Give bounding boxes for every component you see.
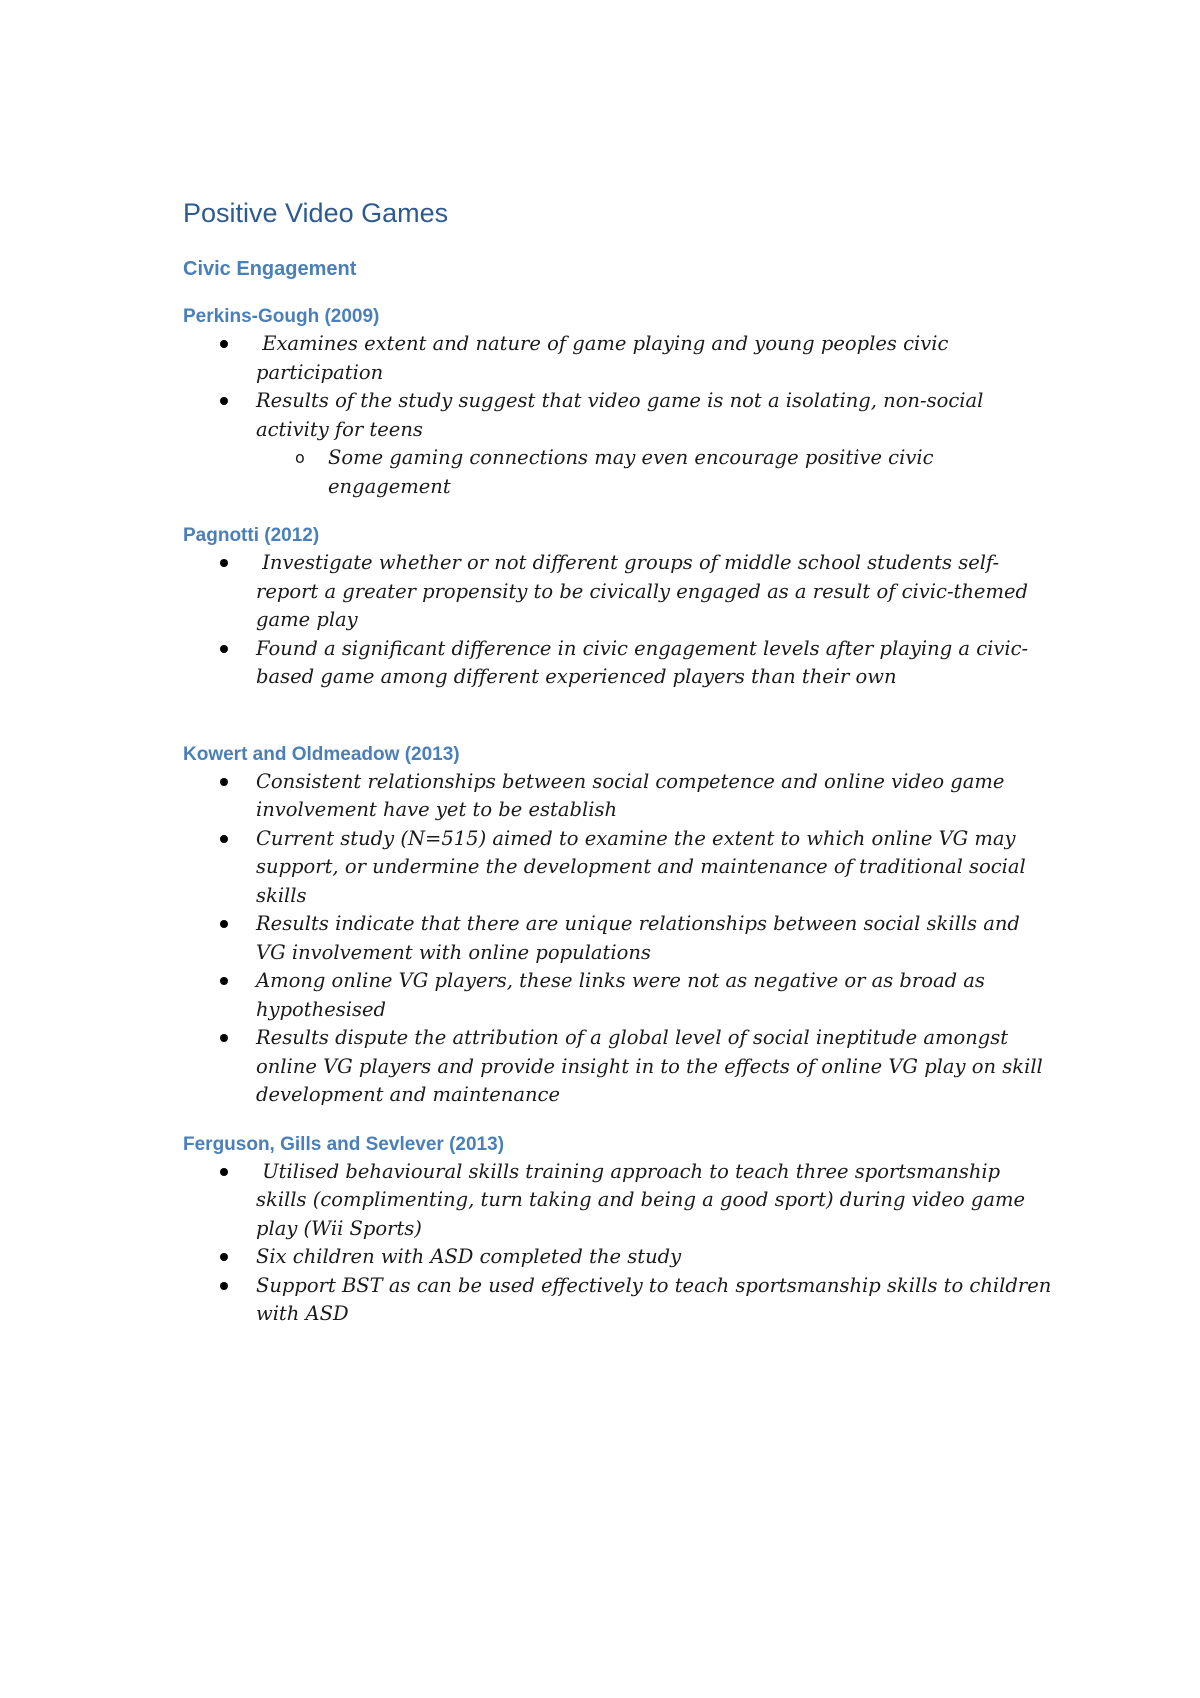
list-item [183,549,1053,635]
bullet-list [183,549,1053,692]
sub-list-item-text: Some gaming connections may even encourage positive civic engagement [328,446,934,498]
section-heading: Perkins-Gough (2009) [183,306,380,327]
circle-bullet-icon: o [295,448,305,467]
document-content [183,196,1053,1351]
bullet-list [183,768,1053,1110]
bullet-icon [220,1168,228,1176]
bullet-list [183,330,1053,501]
section-heading: Kowert and Oldmeadow (2013) [183,743,460,765]
list-item-text: Among online VG players, these links were not as negative or as broad as hypothesised [256,969,985,1021]
bullet-icon [220,920,228,928]
list-item-text: Results of the study suggest that video game is not a isolating, non-social activity for teens [256,389,984,441]
list-item-text: Found a significant difference in civic engagement levels after playing a civic-based game among different experienced players than their own [256,636,1029,688]
section-pagnotti [183,523,1053,692]
bullet-list [183,1158,1053,1329]
bullet-icon [220,835,228,843]
section-heading: Pagnotti (2012) [183,525,320,546]
section-perkins-gough [183,304,1053,501]
list-item-text: Six children with ASD completed the study [256,1245,682,1268]
list-item-text: Results dispute the attribution of a global level of social ineptitude amongst online VG players and provide insight in to the effects of online VG play on skill development and maintenance [256,1026,1043,1106]
list-item [183,825,1053,911]
bullet-icon [220,397,228,405]
list-item [183,1158,1053,1244]
list-item-text: Consistent relationships between social competence and online video game involvement have yet to be establish [256,769,1005,821]
list-item [183,1024,1053,1110]
list-item-text: Support BST as can be used effectively to teach sportsmanship skills to children with ASD [256,1273,1052,1325]
list-item [183,768,1053,825]
list-item [183,330,1053,387]
page-title: Positive Video Games [183,198,449,228]
section-title: Civic Engagement [183,258,357,280]
list-item [183,967,1053,1024]
sub-list-item [183,444,1053,501]
section-ferguson-gills-sevlever [183,1132,1053,1329]
bullet-icon [220,977,228,985]
list-item [183,1272,1053,1329]
list-item [183,1243,1053,1272]
list-item-text: Results indicate that there are unique relationships between social skills and VG involvement with online populations [256,912,1020,964]
list-item-text: Investigate whether or not different groups of middle school students self-report a greater propensity to be civically engaged as a result of civic-themed game play [256,551,1035,631]
bullet-icon [220,340,228,348]
bullet-icon [220,559,228,567]
bullet-icon [220,1253,228,1261]
bullet-icon [220,645,228,653]
list-item [183,387,1053,501]
section-heading: Ferguson, Gills and Sevlever (2013) [183,1133,505,1155]
list-item-text: Utilised behavioural skills training approach to teach three sportsmanship skills (complimenting, turn taking and being a good sport) during video game play (Wii Sports) [256,1159,1032,1240]
list-item [183,910,1053,967]
bullet-icon [220,778,228,786]
sub-bullet-list [183,444,1053,501]
list-item-text: Current study (N=515) aimed to examine the extent to which online VG may support, or undermine the development and maintenance of traditional social skills [256,826,1026,907]
bullet-icon [220,1034,228,1042]
list-item [183,635,1053,692]
section-kowert-oldmeadow [183,742,1053,1110]
bullet-icon [220,1282,228,1290]
list-item-text: Examines extent and nature of game playing and young peoples civic participation [256,332,955,384]
